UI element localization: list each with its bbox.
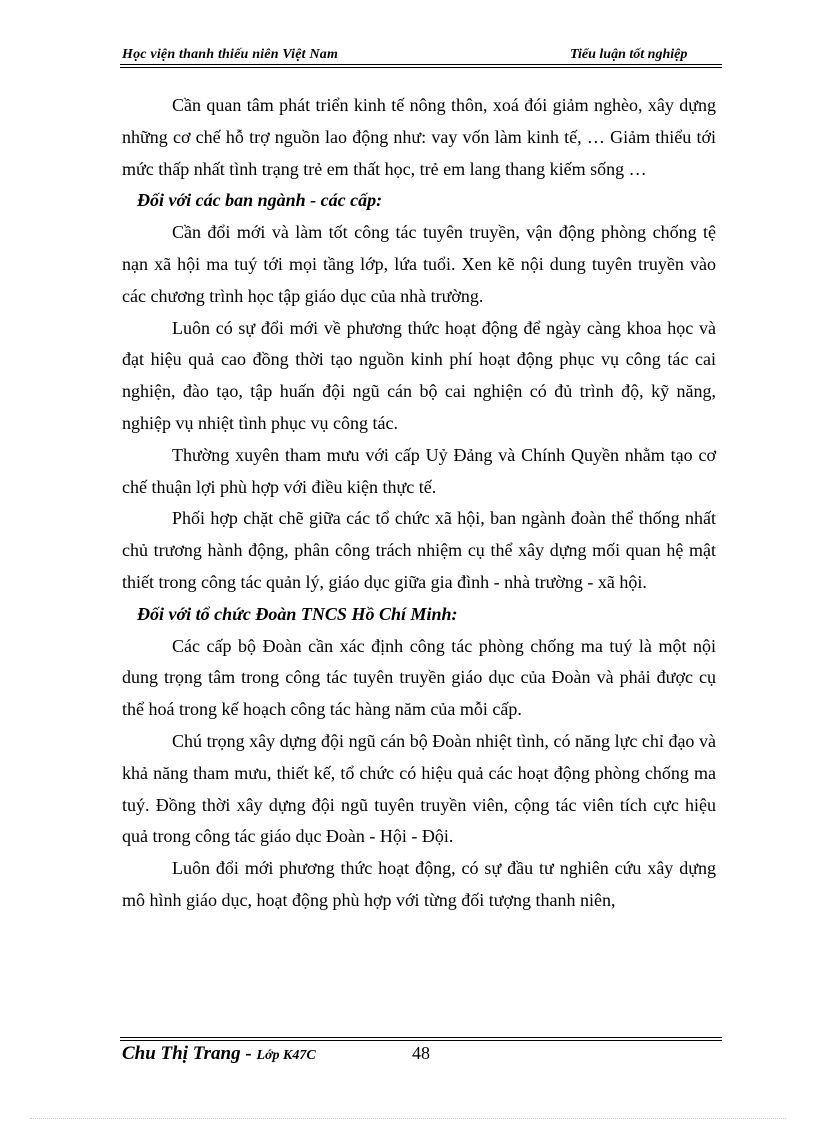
header-institution: Học viện thanh thiếu niên Việt Nam [122,47,339,62]
section-heading: Đối với các ban ngành - các cấp: [137,190,383,211]
page-number: 48 [412,1043,430,1063]
paragraph: Luôn có sự đổi mới về phương thức hoạt động để ngày càng khoa học và đạt hiệu quả cao đồng thời tạo nguồn kinh phí hoạt động phục vụ công tác cai nghiện, đào tạo, tập huấn đội ngũ cán bộ cai nghiện có đủ trình độ, kỹ năng, nghiệp vụ nhiệt tình phục vụ công tác. [122,317,716,433]
footer-author [122,1043,316,1065]
footer-rule [120,1037,722,1038]
author-class: Lớp K47C [256,1048,316,1063]
paragraph: Các cấp bộ Đoàn cần xác định công tác phòng chống ma tuý là một nội dung trọng tâm trong công tác tuyên truyền giáo dục của Đoàn và phải được cụ thể hoá trong kế hoạch công tác hàng năm của mỗi cấp. [122,635,716,720]
paragraph: Luôn đổi mới phương thức hoạt động, có sự đầu tư nghiên cứu xây dựng mô hình giáo dục, hoạt động phù hợp với từng đối tượng thanh niên, [122,858,716,910]
header-rule [120,64,722,65]
paragraph: Phối hợp chặt chẽ giữa các tổ chức xã hội, ban ngành đoàn thể thống nhất chủ trương hành động, phân công trách nhiệm cụ thể xây dựng mối quan hệ mật thiết trong công tác quản lý, giáo dục giữa gia đình - nhà trường - xã hội. [122,508,716,592]
header-rule-double [120,67,722,68]
paragraph: Cần quan tâm phát triển kinh tế nông thôn, xoá đói giảm nghèo, xây dựng những cơ chế hỗ trợ nguồn lao động như: vay vốn làm kinh tế, … Giảm thiểu tới mức thấp nhất tình trạng trẻ em thất học, trẻ em lang thang kiếm sống … [122,95,716,179]
section-heading: Đối với tổ chức Đoàn TNCS Hồ Chí Minh: [137,603,458,624]
paragraph: Thường xuyên tham mưu với cấp Uỷ Đảng và Chính Quyền nhằm tạo cơ chế thuận lợi phù hợp với điều kiện thực tế. [122,444,716,497]
paragraph: Cần đổi mới và làm tốt công tác tuyên truyền, vận động phòng chống tệ nạn xã hội ma tuý tới mọi tầng lớp, lứa tuổi. Xen kẽ nội dung tuyên truyền vào các chương trình học tập giáo dục của nhà trường. [122,222,716,306]
body-text [122,90,716,917]
header-document-type: Tiểu luận tốt nghiệp [570,47,688,62]
page-edge-divider [30,1118,786,1119]
paragraph: Chú trọng xây dựng đội ngũ cán bộ Đoàn nhiệt tình, có năng lực chỉ đạo và khả năng tham mưu, thiết kế, tổ chức có hiệu quả các hoạt động phòng chống ma tuý. Đồng thời xây dựng đội ngũ tuyên truyền viên, cộng tác viên tích cực hiệu quả trong công tác giáo dục Đoàn - Hội - Đội. [122,730,716,847]
footer-rule-double [120,1040,722,1041]
author-name: Chu Thị Trang - [122,1043,252,1064]
